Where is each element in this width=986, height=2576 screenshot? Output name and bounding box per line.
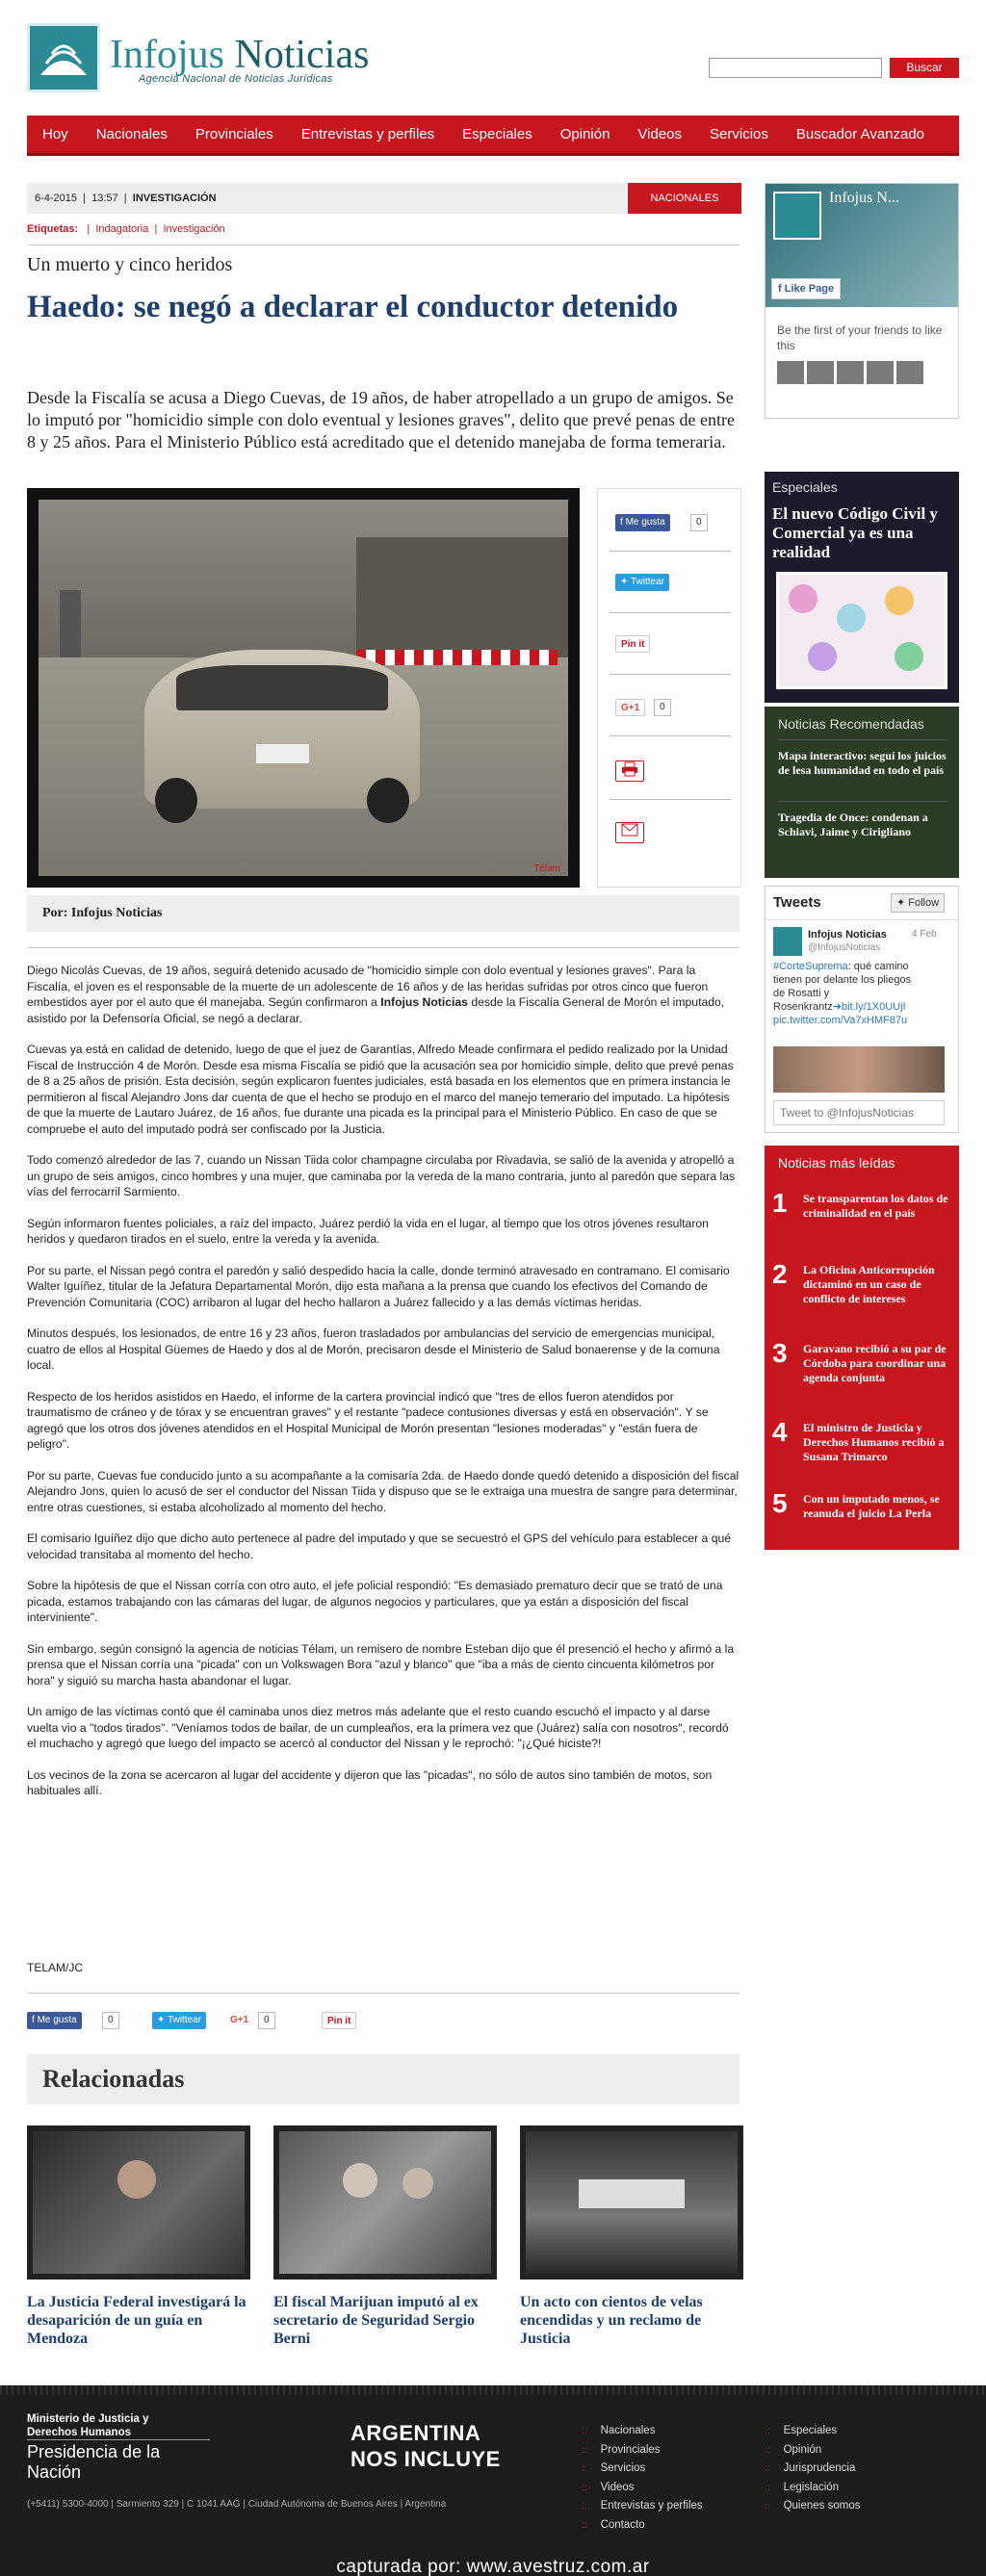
body-paragraph (27, 1216, 740, 1248)
fb-first-text: Be the first of your friends to like this (777, 323, 943, 352)
mas-leidas-title[interactable]: Se transparentan los datos de criminalidad en el país (803, 1192, 948, 1220)
body-text: Un amigo de las víctimas contó que él caminaba unos diez metros más adelante que el resto cuando escuchó el impacto y al darse vuelta vio a "todos tirados". "Veníamos todos de bailar, de un cumpleaños, era la primera vez que (Juárez) salía con nosotros", recordó el muchacho y agregó que luego del impacto se acercó al conductor del Nissan y le reprochó: "¡¿Qué hiciste?! (27, 1705, 729, 1750)
crash-scene-image (39, 500, 568, 876)
body-text: Todo comenzó alrededor de las 7, cuando un Nissan Tiida color champagne circulaba por Rivadavia, se salió de la avenida y atropelló a un grupo de seis amigos, cinco hombres y una mujer, que caminaba por la vereda de la mano contraria, junto al paredón que separa las vías del ferrocarril Sarmiento. (27, 1153, 736, 1198)
divider (778, 801, 947, 802)
divider (610, 612, 731, 613)
footer-address: (+5411) 5300-4000 | Sarmiento 329 | C 1041 AAG | Ciudad Autónoma de Buenos Aires | Argentina (27, 2499, 447, 2510)
related-title[interactable]: La Justicia Federal investigará la desaparición de un guía en Mendoza (27, 2294, 246, 2347)
tweet-link[interactable]: ➜bit.ly/1X0UUjI (832, 1001, 906, 1013)
especiales-widget[interactable] (765, 472, 959, 703)
mas-leidas-item[interactable] (772, 1417, 951, 1486)
body-text: Por su parte, el Nissan pegó contra el paredón y salió despedido hacia la calle, donde terminó atravesado en contramano. El comisario Walter Iguíñez, titular de la Jefatura Departamental Morón, dijo esta mañana a la prensa que cuando los efectivos del Comando de Prevención Comunitaria (COC) arribaron al lugar del hecho hallaron a Juárez fallecido y a las demás víctimas heridas. (27, 1263, 730, 1309)
article-photo[interactable] (27, 488, 580, 888)
body-text: Respecto de los heridos asistidos en Haedo, el informe de la cartera provincial indicó que "tres de ellos fueron atendidos por traumatismo de cráneo y de tórax y se encuentran graves" y el restante "padece contusiones diversas y está en observación". Y se agregó que los otros dos jóvenes atendidos en el Hospital Municipal de Morón presentan "lesiones moderadas" y "están fuera de peligro". (27, 1389, 709, 1451)
body-text: El comisario Iguíñez dijo que dicho auto pertenece al padre del imputado y que se secuestró el GPS del vehículo para establecer a qué velocidad transitaba al momento del hecho. (27, 1532, 732, 1561)
mas-leidas-item[interactable] (772, 1338, 951, 1407)
article-lead: Desde la Fiscalía se acusa a Diego Cuevas, de 19 años, de haber atropellado a un grupo de amigos. Se lo imputó por "homicidio simple con dolo eventual y lesiones graves", delito que prevé penas de entre 8 y 25 años. Para el Ministerio Público está acreditado que el detenido manejaba de forma temeraria. (27, 388, 736, 451)
body-paragraph (27, 1578, 740, 1626)
mas-leidas-item[interactable] (772, 1188, 951, 1257)
fb-friend-faces (777, 361, 923, 384)
tweet-image[interactable] (773, 1046, 945, 1093)
capture-caption: capturada por: www.avestruz.com.ar (336, 2557, 650, 2576)
mas-leidas-title[interactable]: Con un imputado menos, se reanuda el juicio La Perla (803, 1492, 940, 1520)
related-item[interactable] (273, 2125, 497, 2348)
footer-links-col1 (582, 2422, 703, 2535)
nav-item-buscador[interactable]: Buscador Avanzado (795, 126, 925, 142)
related-image (27, 2125, 250, 2280)
body-text: Diego Nicolás Cuevas, de 19 años, seguirá detenido acusado de "homicidio simple con dolo eventual y lesiones graves". Para la Fiscalía, el joven es el responsable de la muerte de un adolescente de 16 años y de las heridas sufridas por otros cinco que fueron embestidos ayer por el auto que él manejaba. Según confirmaron a Infojus Noticias desde la Fiscalía General de Morón el imputado, asistido por la Defensoría Oficial, se negó a declarar. (27, 964, 725, 1025)
nav-item-especiales[interactable]: Especiales (462, 126, 532, 142)
footer-link[interactable]: :: Jurisprudencia (765, 2460, 860, 2479)
gplus-count: 0 (258, 2012, 275, 2029)
divider (610, 674, 731, 675)
mas-leidas-title[interactable]: Garavano recibió a su par de Córdoba para coordinar una agenda conjunta (803, 1342, 947, 1384)
body-paragraph (27, 1326, 740, 1374)
tweet-body: : qué camino tienen por delante los pliegos de Rosatti y Rosenkrantz (773, 961, 912, 1013)
footer-link[interactable]: :: Legislación (765, 2479, 860, 2498)
footer-argentina-logo[interactable] (350, 2420, 501, 2472)
footer-arg-line1: ARGENTINA (350, 2421, 481, 2445)
recomendada-link[interactable]: Tragedia de Once: condenan a Schiavi, Jaime y Cirigliano (778, 811, 928, 838)
footer-arg-line2: NOS INCLUYE (350, 2447, 501, 2471)
facebook-icon: f (620, 517, 623, 528)
mas-leidas-item[interactable] (772, 1488, 951, 1558)
tweet-pic-link[interactable]: pic.twitter.com/Va7xHMF87u (773, 1015, 908, 1026)
fb-like-page-button[interactable] (771, 278, 841, 299)
body-paragraph (27, 1152, 740, 1200)
article-date: 6-4-2015 (35, 193, 78, 204)
gplus-count: 0 (654, 699, 671, 716)
footer-ministry[interactable]: Ministerio de Justicia y Derechos Humanos (27, 2413, 149, 2438)
logo-accent: Noticias (234, 33, 370, 77)
footer (0, 2385, 986, 2576)
related-image (520, 2125, 743, 2280)
twitter-icon: ✦ (157, 2015, 166, 2025)
body-text: Cuevas ya está en calidad de detenido, luego de que el juez de Garantías, Alfredo Meade confirmara el pedido realizado por la Unidad Fiscal de Instrucción 4 de Morón. Desde esa misma Fiscalía se pidió que la acusación sea por homicidio simple, delito que prevé penas de 8 a 25 años de prisión. Esta decisión, según explicaron fuentes judiciales, está basada en los elementos que en primera instancia le permitieron al fiscal Alejandro Jons dar cuenta de que el hecho se produjo en el marco del manejo temerario del imputado. La hipótesis de que la muerte de Lautaro Juárez, de 16 años, fue durante una picada es la principal para el Ministerio Público. En caso de que se compruebe el auto del imputado podrá ser confiscado por la Justicia. (27, 1043, 734, 1136)
tweet-author[interactable]: Infojus Noticias (808, 929, 887, 940)
nav-item-provinciales[interactable]: Provinciales (195, 126, 273, 142)
pinterest-button[interactable]: Pin it (615, 635, 650, 653)
related-title[interactable]: El fiscal Marijuan imputó al ex secretario de Seguridad Sergio Berni (273, 2294, 479, 2347)
article-pretitle: Un muerto y cinco heridos (27, 254, 233, 275)
related-item[interactable] (27, 2125, 250, 2348)
body-bold: Infojus Noticias (380, 995, 468, 1009)
body-paragraph (27, 963, 740, 1026)
search-button[interactable]: Buscar (890, 58, 959, 78)
twitter-icon: ✦ (620, 577, 629, 587)
gplus-button[interactable]: G+1 (225, 2012, 253, 2029)
related-heading: Relacionadas (27, 2054, 740, 2104)
tags-label: Etiquetas: (27, 223, 79, 235)
nav-item-opinion[interactable]: Opinión (559, 126, 610, 142)
nav-item-videos[interactable]: Videos (637, 126, 683, 142)
footer-link[interactable]: :: Servicios (582, 2460, 703, 2479)
body-paragraph (27, 1641, 740, 1689)
body-paragraph (27, 1767, 740, 1799)
fb-like-page-label: Like Page (784, 283, 835, 295)
tweet-date[interactable]: 4 Feb (912, 929, 937, 940)
especiales-image (776, 572, 947, 689)
divider (27, 1993, 740, 1994)
article-title: Haedo: se negó a declarar el conductor detenido (27, 290, 679, 324)
article-body (27, 963, 740, 1815)
footer-link[interactable]: :: Quienes somos (765, 2497, 860, 2516)
body-paragraph (27, 1704, 740, 1752)
search-input[interactable] (709, 58, 882, 78)
fb-logo-icon (773, 192, 821, 240)
footer-link[interactable]: :: Opinión (765, 2441, 860, 2460)
body-paragraph (27, 1468, 740, 1516)
body-text: Por su parte, Cuevas fue conducido junto a su acompañante a la comisaría 2da. de Haedo donde quedó detenido a disposición del fiscal Alejandro Jons, quien lo acusó de ser el conductor del Nissan Tiida y dispuso que se le extraiga una muestra de sangre para determinar, entre otras cuestiones, si estaba alcoholizado al momento del hecho. (27, 1468, 740, 1514)
tags-row: Etiquetas: | Indagatoria | Investigación (27, 223, 225, 235)
twitter-button[interactable] (615, 574, 669, 591)
body-paragraph (27, 1389, 740, 1453)
body-text: Sin embargo, según consignó la agencia de noticias Télam, un remisero de nombre Esteban dijo que él presenció el hecho y afirmó a la prensa que el Nissan corría una "picada" con un Volkswagen Bora "azul y blanco" que "iba a más de ciento cincuenta kilómetros por hora" y siguió su marcha hasta abandonar el lugar. (27, 1641, 735, 1687)
divider (778, 739, 947, 740)
mas-leidas-title[interactable]: La Oficina Anticorrupción dictaminó en un caso de conflicto de intereses (803, 1263, 935, 1305)
fb-page-title[interactable]: Infojus N... (829, 190, 899, 206)
divider (610, 551, 731, 552)
fb-label: Me gusta (37, 2015, 77, 2025)
especiales-heading: Especiales (772, 479, 838, 495)
fb-label: Me gusta (625, 517, 665, 528)
bottom-share-bar (27, 2010, 740, 2033)
article-meta: 6-4-2015 | 13:57 | INVESTIGACIÓN (27, 183, 627, 214)
article-section: INVESTIGACIÓN (132, 193, 217, 204)
gplus-button[interactable]: G+1 (615, 699, 645, 716)
body-text: Los vecinos de la zona se acercaron al lugar del accidente y dijeron que las "picadas", no sólo de autos sino también de motos, son habituales allí. (27, 1767, 713, 1797)
recomendadas-heading: Noticias Recomendadas (778, 716, 924, 732)
fb-count: 0 (690, 514, 708, 531)
logo-wordmark[interactable] (110, 35, 369, 75)
footer-link[interactable]: :: Videos (582, 2479, 703, 2498)
mas-leidas-widget (765, 1146, 959, 1550)
main-nav (27, 116, 959, 156)
rank-number: 1 (772, 1188, 788, 1218)
related-title[interactable]: Un acto con cientos de velas encendidas y un reclamo de Justicia (520, 2294, 703, 2347)
rank-number: 5 (772, 1488, 788, 1518)
body-text: Minutos después, los lesionados, de entre 16 y 23 años, fueron trasladados por ambulancias del servicio de emergencias municipal, cuatro de ellos al Hospital Güemes de Haedo y dos al de Morón, precisaron desde el Ministerio de Salud bonaerense y de la comuna local. (27, 1327, 720, 1372)
body-paragraph (27, 1263, 740, 1311)
tweets-heading: Tweets (773, 894, 821, 911)
avatar[interactable] (773, 927, 802, 956)
nav-item-entrevistas[interactable]: Entrevistas y perfiles (300, 126, 435, 142)
pinterest-button[interactable]: Pin it (322, 2012, 356, 2029)
body-text: Según informaron fuentes policiales, a raíz del impacto, Juárez perdió la vida en el lugar, al tiempo que los otros jóvenes resultaron heridos y quedaron tirados en el suelo, entre la vereda y la avenida. (27, 1216, 709, 1246)
mas-leidas-heading: Noticias más leídas (778, 1155, 895, 1171)
divider (27, 947, 740, 948)
twitter-button[interactable] (152, 2012, 206, 2029)
twitter-follow-button[interactable] (891, 893, 945, 913)
nav-item-hoy[interactable]: Hoy (42, 126, 68, 142)
rank-number: 3 (772, 1338, 788, 1368)
twitter-icon: ✦ (896, 897, 906, 909)
recomendadas-widget (765, 707, 959, 878)
logo-subtitle: Agencia Nacional de Noticias Jurídicas (139, 73, 333, 85)
footer-link[interactable]: :: Contacto (582, 2516, 703, 2536)
footer-link[interactable]: :: Especiales (765, 2422, 860, 2441)
nav-item-nacionales[interactable]: Nacionales (95, 126, 168, 142)
divider (610, 735, 731, 736)
footer-link[interactable]: :: Nacionales (582, 2422, 703, 2441)
twitter-timeline-widget (765, 886, 959, 1133)
nav-item-servicios[interactable]: Servicios (710, 126, 768, 142)
tweet-compose-input[interactable]: Tweet to @InfojusNoticias (773, 1100, 945, 1125)
email-icon[interactable] (615, 822, 644, 843)
recomendada-link[interactable]: Mapa interactivo: seguí los juicios de lesa humanidad en todo el país (778, 749, 947, 777)
body-paragraph (27, 1042, 740, 1137)
related-image (273, 2125, 497, 2280)
follow-label: Follow (908, 897, 940, 909)
footer-link[interactable]: :: Entrevistas y perfiles (582, 2497, 703, 2516)
mas-leidas-title[interactable]: El ministro de Justicia y Derechos Humanos recibió a Susana Trimarco (803, 1421, 945, 1463)
footer-link[interactable]: :: Provinciales (582, 2441, 703, 2460)
footer-links-col2 (765, 2422, 860, 2516)
tweet-text (773, 960, 923, 1027)
rank-number: 4 (772, 1417, 788, 1447)
article-author: Por: Infojus Noticias (27, 895, 740, 932)
footer-pattern (0, 2385, 986, 2395)
divider (765, 919, 958, 920)
category-badge[interactable]: NACIONALES (628, 183, 741, 214)
related-item[interactable] (520, 2125, 743, 2348)
facebook-icon: f (778, 283, 782, 295)
logo-main: Infojus (110, 33, 224, 77)
tag-link[interactable]: Investigación (163, 223, 225, 235)
tag-link[interactable]: Indagatoria (95, 223, 149, 235)
print-icon[interactable] (615, 760, 644, 782)
photo-credit: Télam (533, 863, 560, 874)
logo-icon[interactable] (27, 23, 100, 92)
tweet-handle[interactable]: @InfojusNoticias (808, 942, 881, 953)
article-time: 13:57 (91, 193, 118, 204)
twitter-label: Twittear (168, 2015, 202, 2025)
twitter-label: Twittear (631, 577, 665, 587)
body-paragraph (27, 1531, 740, 1562)
facebook-like-button[interactable] (27, 2012, 82, 2029)
article-signature: TELAM/JC (27, 1961, 84, 1974)
facebook-page-widget (765, 183, 959, 419)
mas-leidas-item[interactable] (772, 1259, 951, 1328)
especiales-title[interactable]: El nuevo Código Civil y Comercial ya es una realidad (772, 504, 938, 561)
body-text: Sobre la hipótesis de que el Nissan corría con otro auto, el jefe policial respondió: "Es demasiado prematuro decir que se trató de una picada, estamos trabajando con las cámaras del lugar, de algunos negocios y particulares, que ya están a disposición del fiscal interviniente". (27, 1579, 723, 1624)
divider (610, 799, 731, 800)
footer-presidency[interactable]: Presidencia de la Nación (27, 2439, 210, 2483)
rank-number: 2 (772, 1259, 788, 1289)
fb-count: 0 (102, 2012, 119, 2029)
facebook-icon: f (32, 2015, 35, 2025)
tweet-hashtag[interactable]: #CorteSuprema (773, 961, 848, 972)
share-box (597, 488, 741, 888)
facebook-like-button[interactable] (615, 514, 670, 531)
